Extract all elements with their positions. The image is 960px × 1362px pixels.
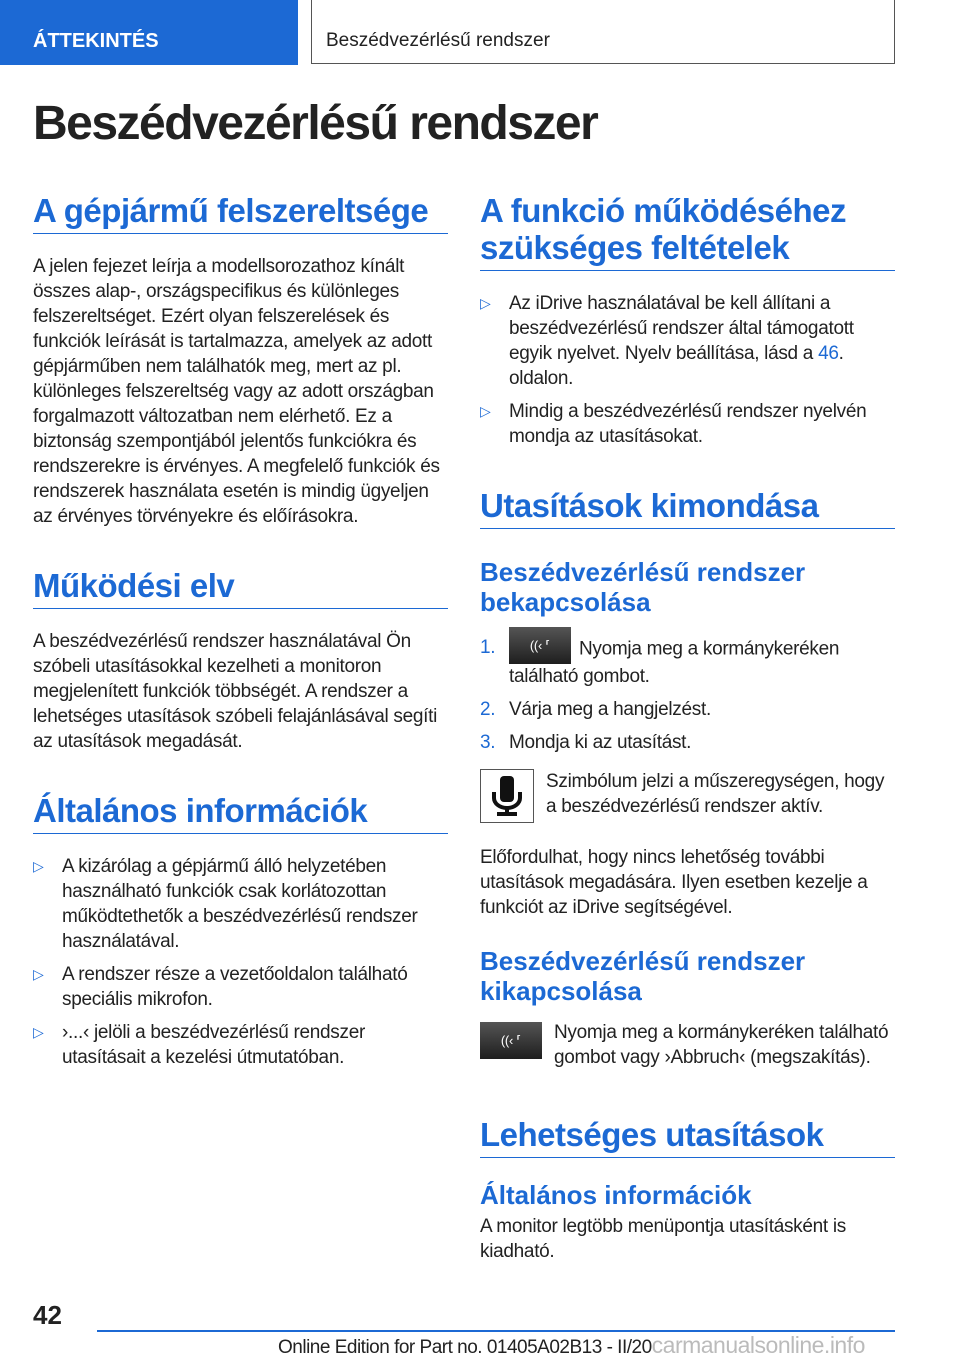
page-number: 42 bbox=[33, 1300, 62, 1330]
list-item-text: A rendszer része a vezetőoldalon található speciális mikrofon. bbox=[62, 964, 408, 1010]
step-text: Nyomja meg a kormánykeréken található gombot. bbox=[509, 638, 840, 687]
voice-button-icon: ((‹ ⸢ bbox=[480, 1022, 542, 1059]
step-number: 1. bbox=[480, 637, 496, 658]
list-item bbox=[33, 854, 448, 954]
switch-off-text: Nyomja meg a kormánykeréken található gombot vagy ›Abbruch‹ (megszakítás). bbox=[554, 1022, 889, 1068]
step-number: 3. bbox=[480, 732, 496, 753]
list-item-text: Mindig a beszédvezérlésű rendszer nyelvén mondja az utasításokat. bbox=[509, 401, 867, 447]
step-text: Várja meg a hangjelzést. bbox=[509, 699, 711, 720]
heading-general-info: Általános információk bbox=[480, 1180, 752, 1210]
list-item-text: A kizárólag a gépjármű álló helyzetében használható funkciók csak korlátozottan működtethetők a beszédvezérlésű rendszer használatával. bbox=[62, 856, 418, 952]
step bbox=[480, 730, 895, 755]
step-text: Mondja ki az utasítást. bbox=[509, 732, 692, 753]
page-link[interactable]: 46 bbox=[818, 343, 839, 364]
equipment-text: A jelen fejezet leírja a modellsorozathoz kínált összes alap-, országspecifikus és különleges felszereltséget. Ezért olyan felszerelések és funkciók leírását is tartalmazza, amelyek az adott gépjárműben nem találhatók meg, mert az pl. különleges felszereltség vagy az adott országban forgalmazott változatban nem elérhető. Ez a biztonság szempontjából jelentős funkciókra és rendszerekre is érvényes. A megfelelő funkciók és rendszerek használata esetén is mindig ügyeljen az érvényes törvényekre és előírásokra. bbox=[33, 256, 440, 527]
left-column bbox=[33, 192, 448, 1078]
principle-text: A beszédvezérlésű rendszer használatával Ön szóbeli utasításokkal kezelheti a monitoron megjelenített funkciók többségét. A rendszer a lehetséges utasítások szóbeli felajánlásával segíti az utasítások megadását. bbox=[33, 631, 438, 752]
list-item-text: ›...‹ jelöli a beszédvezérlésű rendszer utasításait a kezelési útmutatóban. bbox=[62, 1022, 365, 1068]
voice-button-icon: ((‹ ⸢ bbox=[509, 627, 571, 664]
footer bbox=[278, 1332, 865, 1359]
edition-text: Online Edition for Part no. 01405A02B13 - II/20 bbox=[278, 1337, 652, 1358]
list-item bbox=[33, 962, 448, 1012]
heading-principle: Működési elv bbox=[33, 567, 448, 609]
step-number: 2. bbox=[480, 699, 496, 720]
triangle-bullet-icon: ▷ bbox=[33, 858, 44, 874]
heading-switch-off: Beszédvezérlésű rendszer kikapcsolása bbox=[480, 946, 806, 1006]
triangle-bullet-icon: ▷ bbox=[33, 966, 44, 982]
right-column bbox=[480, 192, 895, 1276]
list-item bbox=[33, 1020, 448, 1070]
watermark: carmanualsonline.info bbox=[651, 1332, 865, 1358]
page-title: Beszédvezérlésű rendszer bbox=[33, 97, 598, 150]
general-info-text: A monitor legtöbb menüpontja utasításként is kiadható. bbox=[480, 1216, 846, 1262]
heading-general: Általános információk bbox=[33, 792, 448, 834]
step bbox=[480, 697, 895, 722]
list-item bbox=[480, 291, 895, 391]
note-text: Előfordulhat, hogy nincs lehetőség további utasítások megadására. Ilyen esetben kezelje a funkciót az iDrive segítségével. bbox=[480, 847, 868, 918]
symbol-note bbox=[480, 769, 895, 831]
heading-requirements: A funkció működéséhez szükséges feltételek bbox=[480, 192, 895, 271]
heading-equipment: A gépjármű felszereltsége bbox=[33, 192, 448, 234]
microphone-icon bbox=[480, 769, 534, 823]
triangle-bullet-icon: ▷ bbox=[33, 1024, 44, 1040]
triangle-bullet-icon: ▷ bbox=[480, 295, 491, 311]
heading-commands: Utasítások kimondása bbox=[480, 487, 895, 529]
section-tab[interactable]: ÁTTEKINTÉS bbox=[0, 0, 298, 65]
heading-possible-commands: Lehetséges utasítások bbox=[480, 1116, 895, 1158]
step bbox=[480, 635, 895, 689]
triangle-bullet-icon: ▷ bbox=[480, 403, 491, 419]
list-item bbox=[480, 399, 895, 449]
list-item-text: Az iDrive használatával be kell állítani a beszédvezérlésű rendszer által támogatott egyik nyelvet. Nyelv beállítása, lásd a bbox=[509, 293, 854, 364]
list-item-text: . oldalon. bbox=[509, 343, 844, 389]
heading-switch-on: Beszédvezérlésű rendszer bekapcsolása bbox=[480, 557, 806, 617]
chapter-tab[interactable]: Beszédvezérlésű rendszer bbox=[311, 0, 895, 64]
symbol-text: Szimbólum jelzi a műszeregységen, hogy a beszédvezérlésű rendszer aktív. bbox=[546, 771, 885, 817]
